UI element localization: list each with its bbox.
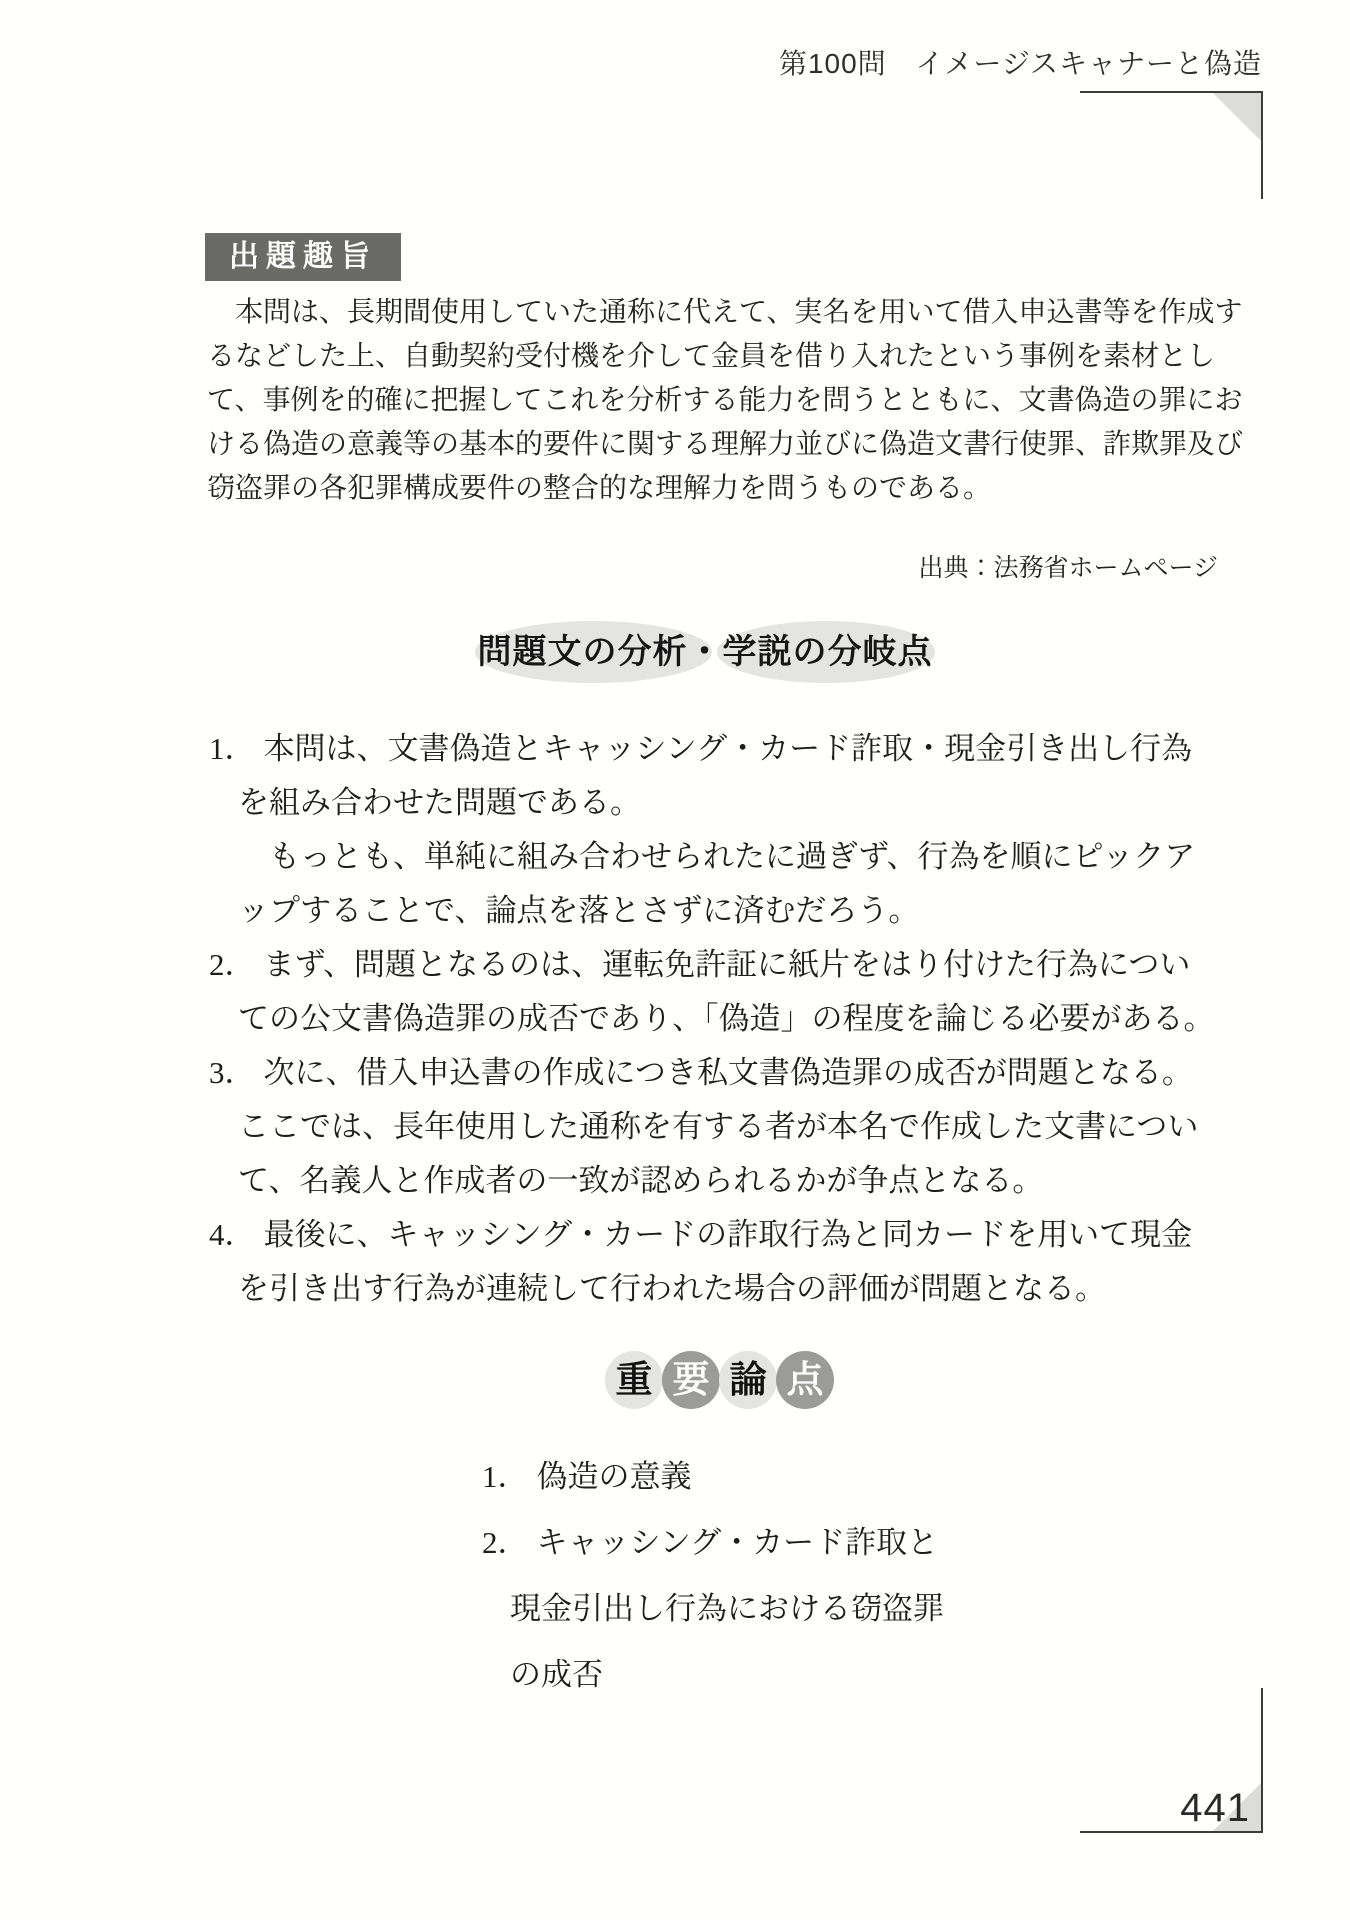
item-line xyxy=(209,1046,1215,1100)
item-line xyxy=(482,1444,944,1510)
bottom-corner-rule-vertical xyxy=(1261,1688,1263,1833)
intent-heading-label: 出題趣旨 xyxy=(229,240,377,273)
analysis-item xyxy=(209,1208,1215,1316)
item-line: を組み合わせた問題である。 xyxy=(238,785,641,820)
intent-body xyxy=(207,291,1243,511)
item-number: 3． xyxy=(209,1055,256,1090)
keypoints-list xyxy=(482,1444,944,1708)
bottom-corner-rule-horizontal xyxy=(1080,1831,1263,1833)
top-corner-rule-vertical xyxy=(1261,91,1263,199)
intent-line: るなどした上、自動契約受付機を介して金員を借り入れたという事例を素材とし xyxy=(207,341,1216,372)
keypoints-heading xyxy=(605,1351,833,1409)
keypoint-circle-2: 要 xyxy=(662,1351,720,1409)
intent-line: ける偽造の意義等の基本的要件に関する理解力並びに偽造文書行使罪、詐欺罪及び xyxy=(207,429,1244,460)
item-number: 2． xyxy=(482,1525,529,1560)
top-corner-triangle xyxy=(1213,93,1261,141)
analysis-item xyxy=(209,722,1215,938)
analysis-item xyxy=(209,938,1215,1046)
keypoint-circle-4: 点 xyxy=(776,1351,834,1409)
item-line xyxy=(209,938,1215,992)
analysis-heading xyxy=(465,620,945,684)
item-number: 4． xyxy=(209,1217,256,1252)
item-line: を引き出す行為が連続して行われた場合の評価が問題となる。 xyxy=(238,1271,1106,1306)
item-text: 本問は、文書偽造とキャッシング・カード詐取・現金引き出し行為 xyxy=(263,731,1193,766)
keypoint-item xyxy=(482,1510,944,1708)
item-line xyxy=(209,722,1215,776)
keypoint-item xyxy=(482,1444,944,1510)
top-corner-rule-horizontal xyxy=(1080,91,1263,93)
item-text: 偽造の意義 xyxy=(536,1459,692,1494)
running-head: 第100問 イメージスキャナーと偽造 xyxy=(778,48,1262,79)
item-text: 次に、借入申込書の作成につき私文書偽造罪の成否が問題となる。 xyxy=(263,1055,1193,1090)
item-line: 現金引出し行為における窃盗罪 xyxy=(510,1591,944,1626)
item-number: 1． xyxy=(209,731,256,766)
item-line: ップすることで、論点を落とさずに済むだろう。 xyxy=(238,893,920,928)
intent-line: 本問は、長期間使用していた通称に代えて、実名を用いて借入申込書等を作成す xyxy=(235,297,1243,328)
item-line: て、名義人と作成者の一致が認められるかが争点となる。 xyxy=(238,1163,1044,1198)
item-line: ここでは、長年使用した通称を有する者が本名で作成した文書につい xyxy=(238,1109,1199,1144)
item-line xyxy=(209,1208,1215,1262)
item-text: 最後に、キャッシング・カードの詐取行為と同カードを用いて現金 xyxy=(263,1217,1193,1252)
intent-line: 窃盗罪の各犯罪構成要件の整合的な理解力を問うものである。 xyxy=(207,473,992,504)
item-line: もっとも、単純に組み合わせられたに過ぎず、行為を順にピックア xyxy=(238,839,1196,874)
item-number: 2． xyxy=(209,947,256,982)
intent-heading-box xyxy=(205,233,401,281)
item-line: の成否 xyxy=(510,1657,603,1692)
page-number: 441 xyxy=(1180,1786,1250,1830)
analysis-list xyxy=(209,722,1215,1316)
keypoint-circle-1: 重 xyxy=(605,1351,663,1409)
item-line: ての公文書偽造罪の成否であり、「偽造」の程度を論じる必要がある。 xyxy=(238,1001,1215,1036)
item-line xyxy=(482,1510,944,1576)
item-number: 1． xyxy=(482,1459,529,1494)
intent-source: 出典：法務省ホームページ xyxy=(918,554,1218,582)
analysis-item xyxy=(209,1046,1215,1208)
intent-line: て、事例を的確に把握してこれを分析する能力を問うとともに、文書偽造の罪にお xyxy=(207,385,1243,416)
item-text: キャッシング・カード詐取と xyxy=(536,1525,939,1560)
analysis-heading-label: 問題文の分析・学説の分岐点 xyxy=(477,633,933,671)
item-text: まず、問題となるのは、運転免許証に紙片をはり付けた行為につい xyxy=(263,947,1191,982)
keypoint-circle-3: 論 xyxy=(719,1351,777,1409)
